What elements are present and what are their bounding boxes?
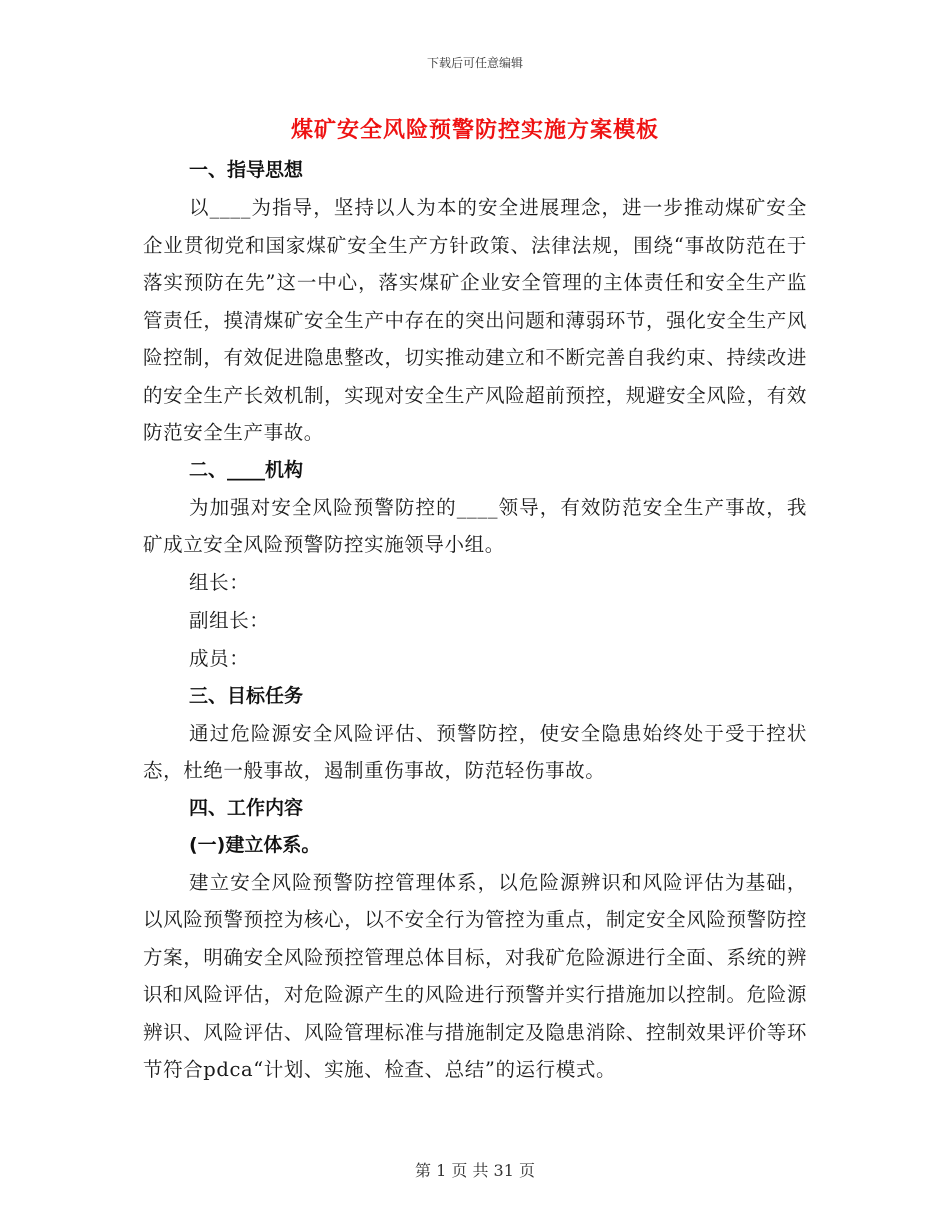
subsection-paragraph-build-system: 建立安全风险预警防控管理体系，以危险源辨识和风险评估为基础，以风险预警预控为核心，以不安全行为管控为重点，制定安全风险预警防控方案，明确安全风险预控管理总体目标，对我矿危险源进行全面、系统的辨识和风险评估，对危险源产生的风险进行预警并实行措施加以控制。危险源辨识、风险评估、风险管理标准与措施制定及隐患消除、控制效果评价等环节符合pdca“计划、实施、检查、总结”的运行模式。 xyxy=(143,870,807,1081)
section-heading-guiding-ideology: 一、指导思想 xyxy=(189,159,304,181)
page-header: 下载后可任意编辑 xyxy=(426,56,523,70)
subsection-heading-build-system: (一)建立体系。 xyxy=(189,833,321,856)
section-heading-organization: 二、____机构 xyxy=(189,458,304,481)
team-leader-line: 组长： xyxy=(189,570,250,594)
section-paragraph-organization: 为加强对安全风险预警防控的____领导，有效防范安全生产事故，我矿成立安全风险预警防控实施领导小组。 xyxy=(143,495,807,556)
section-paragraph-guiding-ideology: 以____为指导，坚持以人为本的安全进展理念，进一步推动煤矿安全企业贯彻党和国家煤矿安全生产方针政策、法律法规，围绕“事故防范在于落实预防在先”这一中心，落实煤矿企业安全管理的主体责任和安全生产监管责任，摸清煤矿安全生产中存在的突出问题和薄弱环节，强化安全生产风险控制，有效促进隐患整改，切实推动建立和不断完善自我约束、持续改进的安全生产长效机制，实现对安全生产风险超前预控，规避安全风险，有效防范安全生产事故。 xyxy=(143,196,807,444)
document-body xyxy=(143,152,807,1089)
section-heading-work-content: 四、工作内容 xyxy=(189,796,304,819)
page-number-footer: 第 1 页 共 31 页 xyxy=(415,1161,535,1180)
document-title: 煤矿安全风险预警防控实施方案模板 xyxy=(290,117,659,143)
members-line: 成员： xyxy=(189,646,250,670)
deputy-leader-line: 副组长： xyxy=(189,608,270,632)
section-paragraph-goals: 通过危险源安全风险评估、预警防控，使安全隐患始终处于受于控状态，杜绝一般事故，遏制重伤事故，防范轻伤事故。 xyxy=(143,721,807,782)
section-heading-goals: 三、目标任务 xyxy=(189,684,304,707)
